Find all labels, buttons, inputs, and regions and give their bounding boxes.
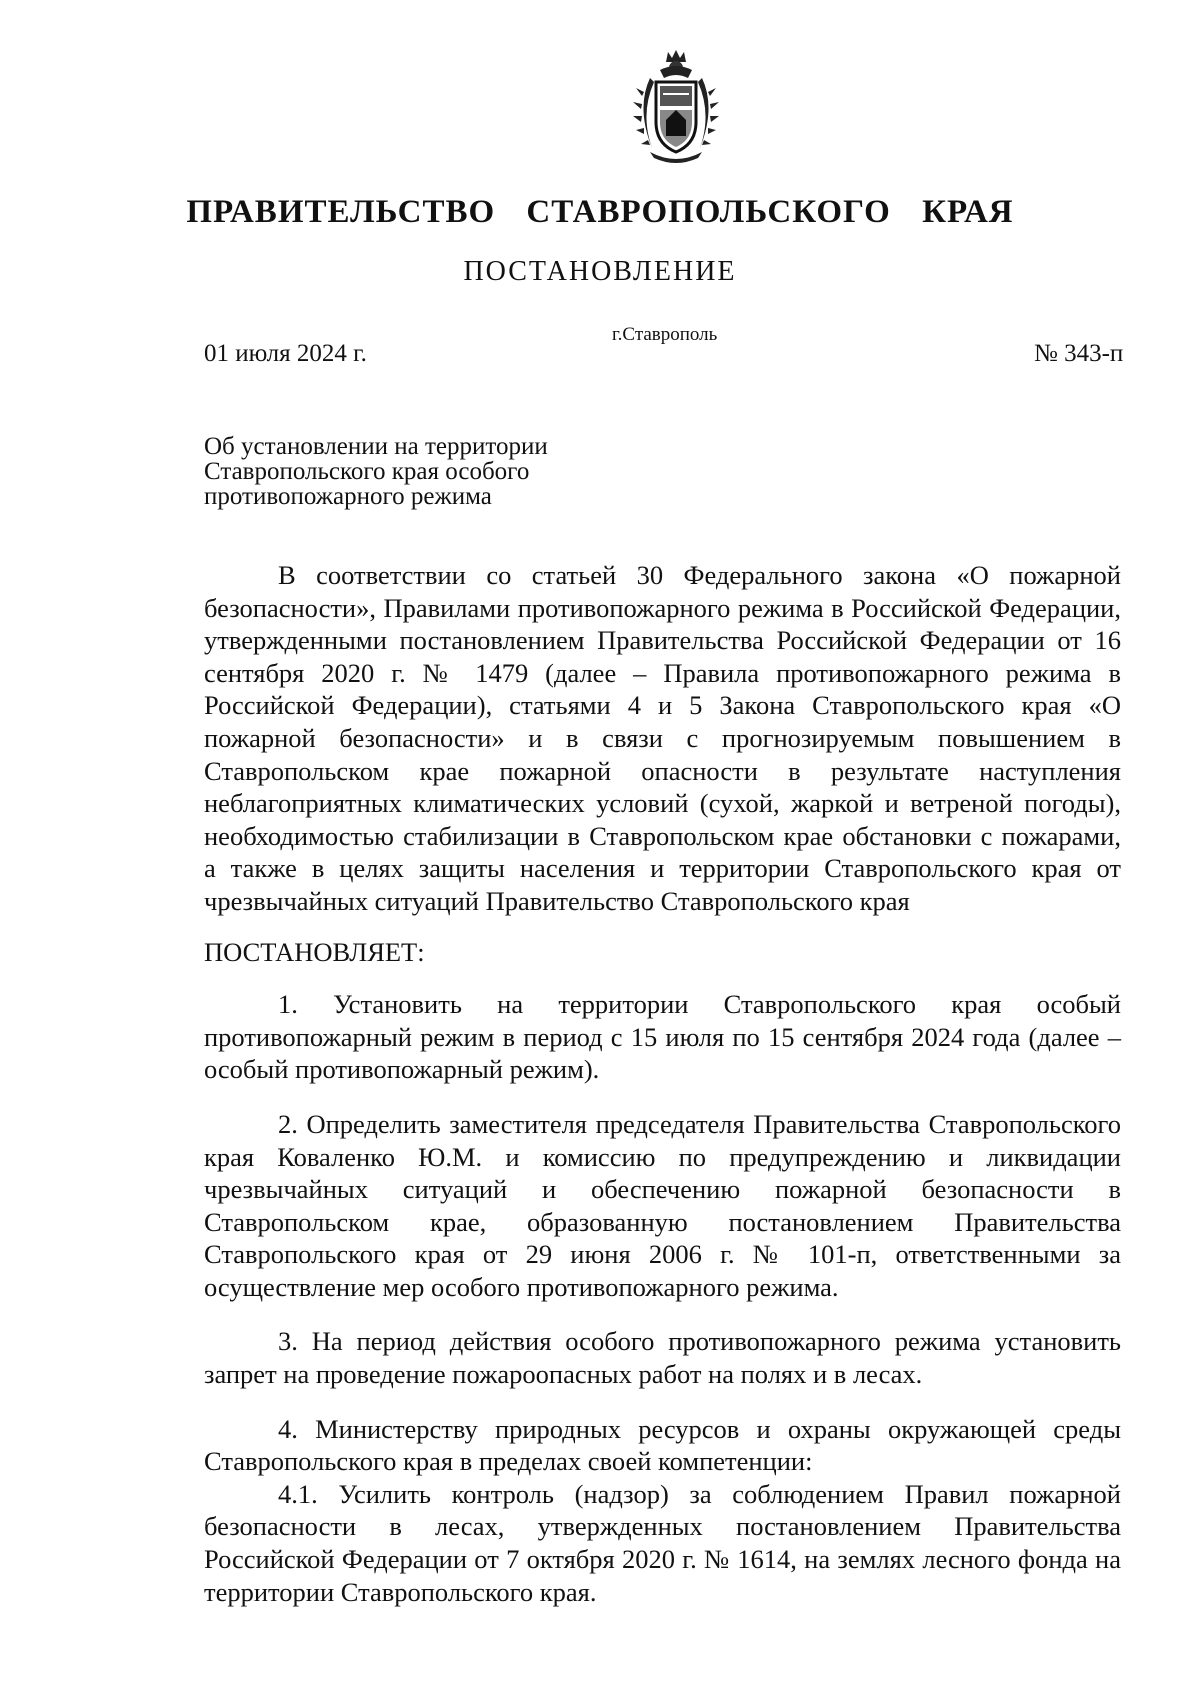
document-body xyxy=(204,559,1121,1608)
document-number: № 343-п xyxy=(1034,340,1124,367)
decree-word: ПОСТАНОВЛЯЕТ: xyxy=(204,936,425,967)
subject-line: Об установлении на территории xyxy=(204,433,548,460)
clause-3: 3. На период действия особого противопожарного режима установить запрет на проведение пожароопасных работ на полях и в лесах. xyxy=(204,1326,1121,1390)
clause-2: 2. Определить заместителя председателя Правительства Ставропольского края Коваленко Ю.М. и комиссию по предупреждению и ликвидации чрезвычайных ситуаций и обеспечению пожарной безопасности в Ставропольском крае, образованную постановлением Правительства Ставропольского края от 29 июня 2006 г. № 101-п, ответственными за осуществление мер особого противопожарного режима. xyxy=(204,1108,1121,1302)
document-city: г.Ставрополь xyxy=(612,324,718,345)
clause-4-1: 4.1. Усилить контроль (надзор) за соблюдением Правил пожарной безопасности в лесах, утвержденных постановлением Правительства Российской Федерации от 7 октября 2020 г. № 1614, на землях лесного фонда на территории Ставропольского края. xyxy=(204,1478,1121,1607)
preamble-paragraph: В соответствии со статьей 30 Федерального закона «О пожарной безопасности», Правилами противопожарного режима в Российской Федерации, утвержденными постановлением Правительства Российской Федерации от 16 сентября 2020 г. № 1479 (далее – Правила противопожарного режима в Российской Федерации), статьями 4 и 5 Закона Ставропольского края «О пожарной безопасности» и в связи с прогнозируемым повышением в Ставропольском крае пожарной опасности в результате наступления неблагоприятных климатических условий (сухой, жаркой и ветреной погоды), необходимостью стабилизации в Ставропольском крае обстановки с пожарами, а также в целях защиты населения и территории Ставропольского края от чрезвычайных ситуаций Правительство Ставропольского края xyxy=(204,560,1121,916)
document-date: 01 июля 2024 г. xyxy=(204,340,367,367)
stavropol-krai-coat-of-arms-icon xyxy=(630,48,722,164)
government-title: ПРАВИТЕЛЬСТВО СТАВРОПОЛЬСКОГО КРАЯ xyxy=(186,194,1014,230)
document-subject xyxy=(204,434,684,509)
clause-1: 1. Установить на территории Ставропольского края особый противопожарный режим в период с 15 июля по 15 сентября 2024 года (далее – особый противопожарный режим). xyxy=(204,989,1121,1085)
subject-line: Ставропольского края особого xyxy=(204,458,530,485)
document-type: ПОСТАНОВЛЕНИЕ xyxy=(463,256,737,287)
clause-4: 4. Министерству природных ресурсов и охраны окружающей среды Ставропольского края в пределах своей компетенции: xyxy=(204,1413,1121,1477)
subject-line: противопожарного режима xyxy=(204,483,492,510)
